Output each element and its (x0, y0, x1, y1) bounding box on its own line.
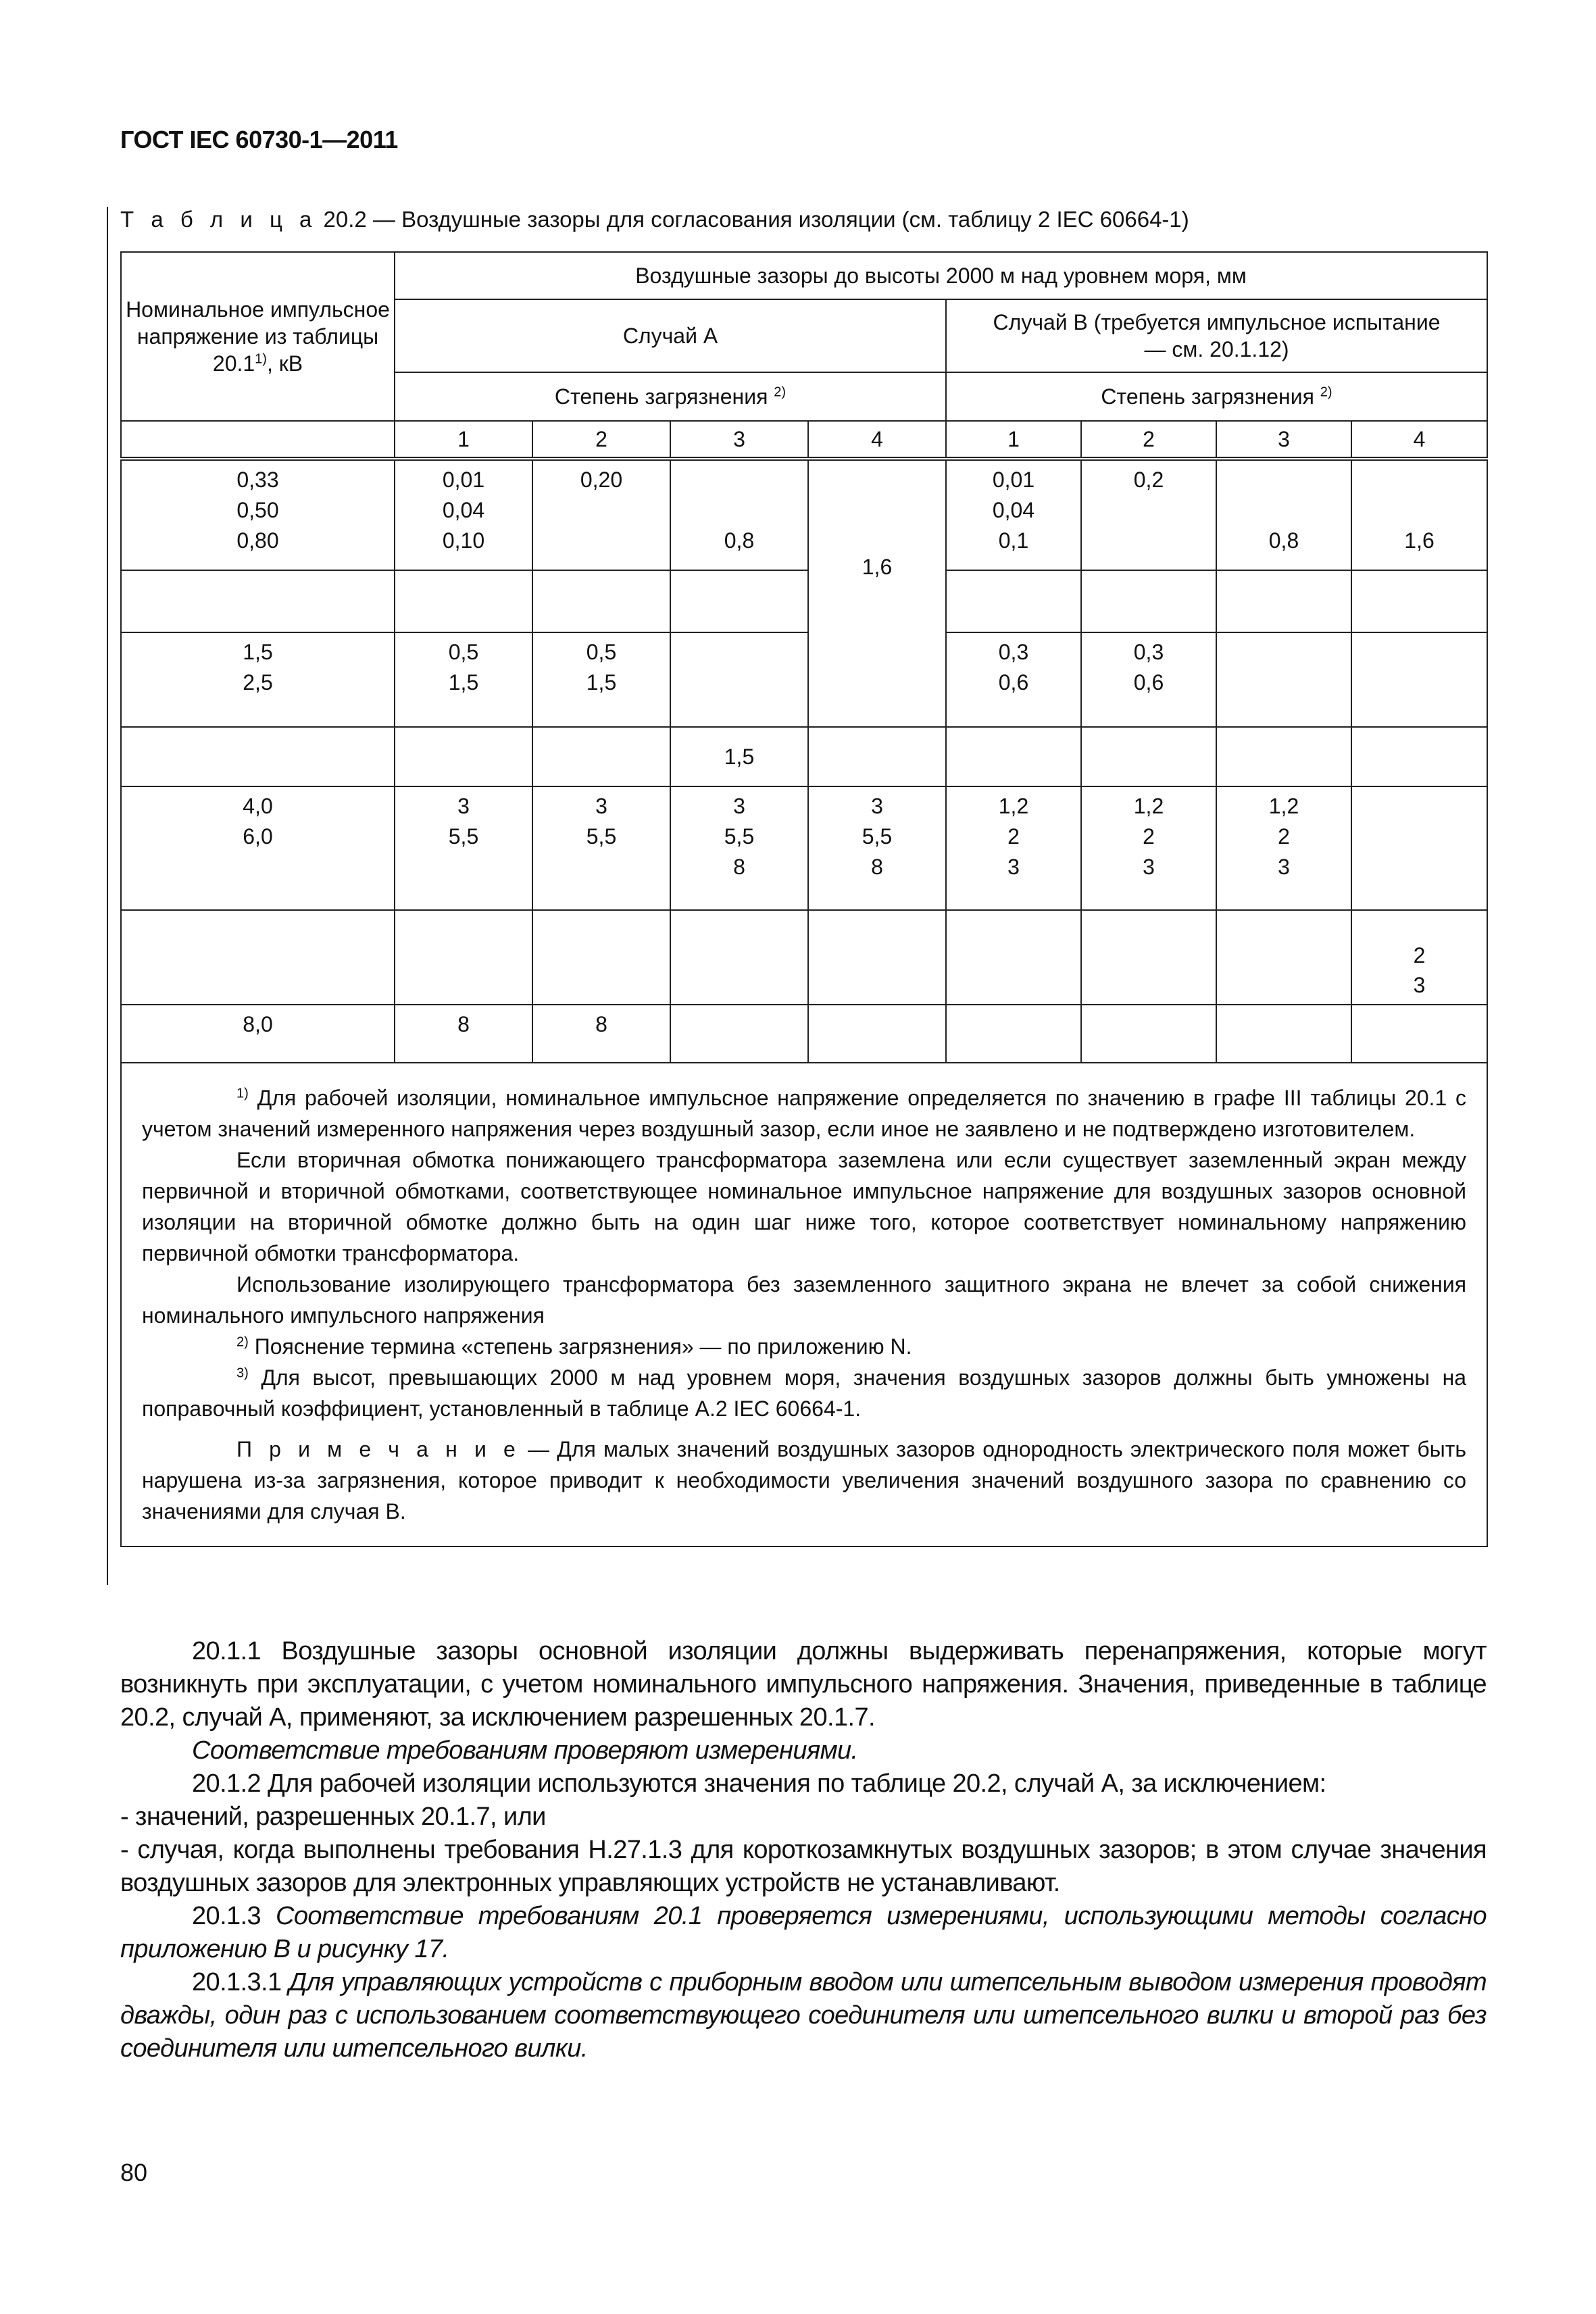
cell-empty (532, 727, 670, 786)
cell-b2: 1,2 2 3 (1081, 786, 1216, 910)
colnum-b1: 1 (946, 421, 1081, 459)
footnote-1-paragraph-3: Использование изолирующего трансформатора без заземленного защитного экрана не влечет за собой снижения номинального импульсного напряжения (142, 1272, 1467, 1328)
cell-voltage: 4,0 6,0 (121, 786, 395, 910)
cell-a3: 3 5,5 8 (670, 786, 808, 910)
cell-empty (1351, 1005, 1487, 1063)
page-number: 80 (120, 2159, 148, 2186)
cell-b1: 0,3 0,6 (946, 632, 1081, 727)
footnote-3: $^{3)}$ Для высот, превышающих 2000 м над уровнем моря, значения воздушных зазоров должны быть умножены на поправочный коэффициент, установленный в таблице А.2 IEC 60664-1. (142, 1365, 1467, 1421)
cell-empty (1216, 1005, 1351, 1063)
compliance-check: Соответствие требованиям проверяют измерениями. (192, 1736, 858, 1765)
cell-empty (1081, 570, 1216, 632)
cell-b4: 1,6 (1351, 459, 1487, 570)
cell-b2: 0,2 (1081, 459, 1216, 570)
cell-empty (1351, 570, 1487, 632)
cell-empty (670, 1005, 808, 1063)
cell-a2: 3 5,5 (532, 786, 670, 910)
cell-empty (1081, 1005, 1216, 1063)
cell-empty (1081, 727, 1216, 786)
list-item: - случая, когда выполнены требования Н.27.1.3 для короткозамкнутых воздушных зазоров; в этом случае значения воздушных зазоров для электронных управляющих устройств не устанавливают. (120, 1836, 1487, 1897)
colnum-a4: 4 (808, 421, 946, 459)
cell-empty (395, 910, 532, 1005)
cell-empty (1081, 910, 1216, 1005)
cell-empty (808, 1005, 946, 1063)
cell-empty (1216, 727, 1351, 786)
clearance-table (120, 251, 1488, 1547)
cell-b2: 0,3 0,6 (1081, 632, 1216, 727)
cell-empty (670, 632, 808, 727)
cell-b3: 0,8 (1216, 459, 1351, 570)
cell-a1: 0,01 0,04 0,10 (395, 459, 532, 570)
cell-empty (395, 727, 532, 786)
table-caption-prefix: Т а б л и ц а (120, 207, 318, 232)
header-pollution-b: Степень загрязнения $^{2)}$ (946, 372, 1487, 421)
cell-a3: 0,8 (670, 459, 808, 570)
colnum-blank (121, 421, 395, 459)
cell-empty (946, 727, 1081, 786)
footnote-1: $^{1)}$ Для рабочей изоляции, номинальное импульсное напряжение определяется по значению в графе III таблицы 20.1 с учетом значений измеренного напряжения через воздушный зазор, если иное не заявлено и не подтверждено изготовителем. (142, 1086, 1467, 1141)
header-case-b: Случай В (требуется импульсное испытание — см. 20.1.12) (946, 299, 1487, 372)
cell-b4: 2 3 (1351, 910, 1487, 1005)
cell-empty (1351, 727, 1487, 786)
cell-empty (395, 570, 532, 632)
colnum-b4: 4 (1351, 421, 1487, 459)
colnum-a3: 3 (670, 421, 808, 459)
cell-a4: 3 5,5 8 (808, 786, 946, 910)
cell-a2: 8 (532, 1005, 670, 1063)
cell-voltage: 8,0 (121, 1005, 395, 1063)
cell-empty (808, 727, 946, 786)
cell-empty (946, 1005, 1081, 1063)
table-note: П р и м е ч а н и е — Для малых значений воздушных зазоров однородность электрического поля может быть нарушена из-за загрязнения, которое приводит к необходимости увеличения значений воздушного зазора по сравнению со значениями для случая В. (142, 1437, 1467, 1524)
cell-empty (121, 727, 395, 786)
cell-b1: 0,01 0,04 0,1 (946, 459, 1081, 570)
paragraph-20-1-3: 20.1.3 Соответствие требованиям 20.1 проверяется измерениями, использующими методы согласно приложению В и рисунку 17. (120, 1902, 1487, 1963)
cell-voltage: 0,33 0,50 0,80 (121, 459, 395, 570)
cell-a4-merged: 1,6 (808, 459, 946, 727)
cell-empty (946, 570, 1081, 632)
table-caption (120, 207, 1189, 232)
colnum-a2: 2 (532, 421, 670, 459)
cell-a1: 8 (395, 1005, 532, 1063)
table-caption-text: 20.2 — Воздушные зазоры для согласования изоляции (см. таблицу 2 IEC 60664-1) (317, 207, 1189, 232)
colnum-b2: 2 (1081, 421, 1216, 459)
list-item: - значений, разрешенных 20.1.7, или (120, 1803, 546, 1831)
footnote-1-paragraph-2: Если вторичная обмотка понижающего трансформатора заземлена или если существует заземленный экран между первичной и вторичной обмотками, соответствующее номинальное импульсное напряжение для воздушных зазоров основной изоляции на вторичной обмотке должно быть на один шаг ниже того, которое соответствует номинальному напряжению первичной обмотки трансформатора. (142, 1148, 1467, 1265)
header-pollution-a: Степень загрязнения $^{2)}$ (395, 372, 946, 421)
cell-empty (946, 910, 1081, 1005)
cell-empty (1216, 570, 1351, 632)
cell-a3: 1,5 (670, 727, 808, 786)
footnote-2: $^{2)}$ Пояснение термина «степень загрязнения» — по приложению N. (236, 1334, 912, 1359)
cell-empty (670, 910, 808, 1005)
paragraph-20-1-2: 20.1.2 Для рабочей изоляции используются значения по таблице 20.2, случай А, за исключением: (192, 1769, 1326, 1798)
paragraph-20-1-3-1: 20.1.3.1 Для управляющих устройств с приборным вводом или штепсельным выводом измерения проводят дважды, один раз с использованием соответствующего соединителя или штепсельного вилки и второй раз без соединителя или штепсельного вилки. (120, 1968, 1487, 2063)
colnum-a1: 1 (395, 421, 532, 459)
cell-empty (1351, 632, 1487, 727)
body-text (120, 1635, 1487, 2065)
cell-empty (121, 910, 395, 1005)
header-clearances: Воздушные зазоры до высоты 2000 м над уровнем моря, мм (395, 252, 1487, 299)
margin-rule (107, 207, 108, 1585)
document-header: ГОСТ IEC 60730-1—2011 (120, 126, 398, 153)
cell-empty (1351, 786, 1487, 910)
cell-a2: 0,20 (532, 459, 670, 570)
colnum-b3: 3 (1216, 421, 1351, 459)
cell-empty (670, 570, 808, 632)
cell-a2: 0,5 1,5 (532, 632, 670, 727)
table-notes (121, 1063, 1487, 1546)
cell-empty (808, 910, 946, 1005)
header-case-a: Случай А (395, 299, 946, 372)
cell-a1: 0,5 1,5 (395, 632, 532, 727)
cell-empty (532, 570, 670, 632)
paragraph-20-1-1: 20.1.1 Воздушные зазоры основной изоляции должны выдерживать перенапряжения, которые могут возникнуть при эксплуатации, с учетом номинального импульсного напряжения. Значения, приведенные в таблице 20.2, случай А, применяют, за исключением разрешенных 20.1.7. (120, 1637, 1487, 1732)
cell-voltage: 1,5 2,5 (121, 632, 395, 727)
cell-empty (1216, 910, 1351, 1005)
cell-empty (1216, 632, 1351, 727)
cell-empty (121, 570, 395, 632)
cell-empty (532, 910, 670, 1005)
cell-a1: 3 5,5 (395, 786, 532, 910)
header-voltage: Номинальное импульсное напряжение из таблицы 20.1$^{1)}$, кВ (121, 252, 395, 421)
cell-b3: 1,2 2 3 (1216, 786, 1351, 910)
cell-b1: 1,2 2 3 (946, 786, 1081, 910)
